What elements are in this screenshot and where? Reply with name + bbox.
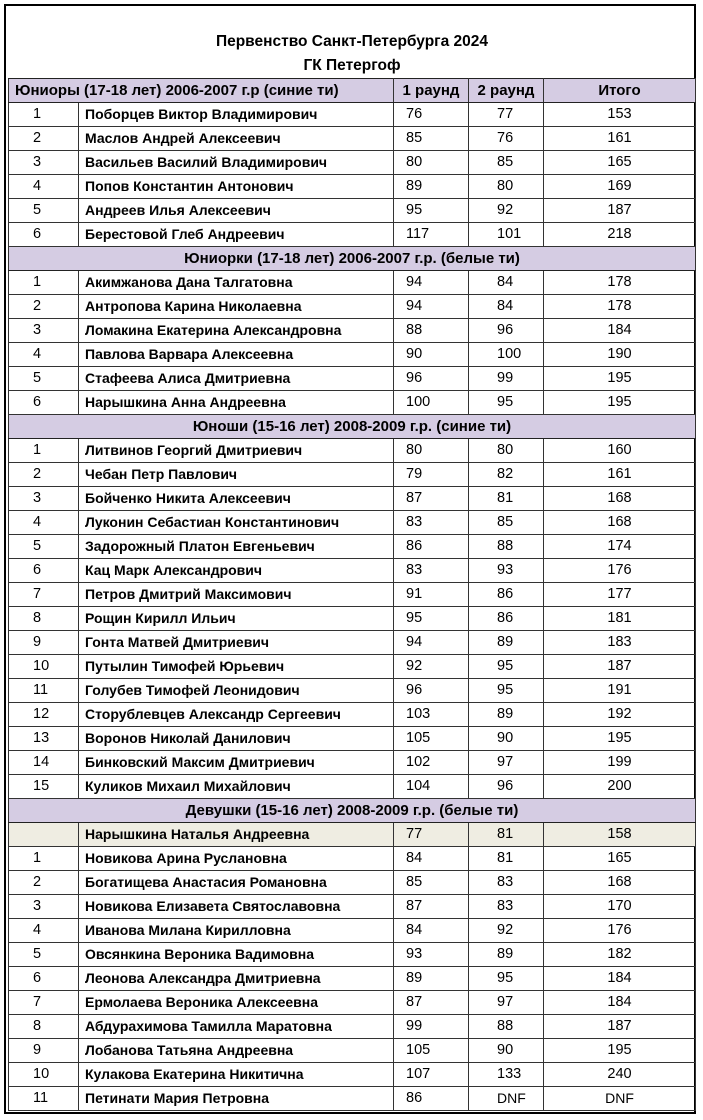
table-row xyxy=(9,750,696,774)
player-name: Новикова Елизавета Святославовна xyxy=(79,894,394,918)
round1-score: 94 xyxy=(394,270,469,294)
round1-score: 80 xyxy=(394,150,469,174)
total-score: 182 xyxy=(544,942,696,966)
player-name: Антропова Карина Николаевна xyxy=(79,294,394,318)
page-subtitle: ГК Петергоф xyxy=(303,56,401,74)
round2-score: 89 xyxy=(469,630,544,654)
table-row xyxy=(9,846,696,870)
round2-score: 100 xyxy=(469,342,544,366)
total-score: 158 xyxy=(544,822,696,846)
table-row xyxy=(9,1086,696,1110)
round2-score: 89 xyxy=(469,942,544,966)
place-cell: 5 xyxy=(9,198,79,222)
round1-score: 103 xyxy=(394,702,469,726)
total-score: 183 xyxy=(544,630,696,654)
table-row xyxy=(9,774,696,798)
player-name: Рощин Кирилл Ильич xyxy=(79,606,394,630)
player-name: Маслов Андрей Алексеевич xyxy=(79,126,394,150)
table-row xyxy=(9,558,696,582)
section-title: Юноши (15-16 лет) 2008-2009 г.р. (синие ти) xyxy=(9,414,696,438)
place-cell: 5 xyxy=(9,534,79,558)
player-name: Андреев Илья Алексеевич xyxy=(79,198,394,222)
total-score: 168 xyxy=(544,870,696,894)
player-name: Абдурахимова Тамилла Маратовна xyxy=(79,1014,394,1038)
round2-score: 96 xyxy=(469,774,544,798)
total-score: 195 xyxy=(544,366,696,390)
table-row xyxy=(9,102,696,126)
round2-score: 86 xyxy=(469,606,544,630)
round1-score: 88 xyxy=(394,318,469,342)
round2-score: 92 xyxy=(469,918,544,942)
place-cell: 13 xyxy=(9,726,79,750)
table-row xyxy=(9,486,696,510)
table-row xyxy=(9,270,696,294)
table-row xyxy=(9,678,696,702)
place-cell: 1 xyxy=(9,846,79,870)
total-score: 153 xyxy=(544,102,696,126)
round2-score: 82 xyxy=(469,462,544,486)
round1-score: 77 xyxy=(394,822,469,846)
total-score: 174 xyxy=(544,534,696,558)
table-row xyxy=(9,510,696,534)
round2-header: 2 раунд xyxy=(469,78,544,102)
round1-score: 92 xyxy=(394,654,469,678)
place-cell: 12 xyxy=(9,702,79,726)
player-name: Задорожный Платон Евгеньевич xyxy=(79,534,394,558)
table-row xyxy=(9,222,696,246)
round1-score: 89 xyxy=(394,966,469,990)
player-name: Голубев Тимофей Леонидович xyxy=(79,678,394,702)
round1-score: 102 xyxy=(394,750,469,774)
round2-score: 95 xyxy=(469,678,544,702)
total-score: 165 xyxy=(544,150,696,174)
round2-score: 84 xyxy=(469,270,544,294)
place-cell: 2 xyxy=(9,294,79,318)
player-name: Иванова Милана Кирилловна xyxy=(79,918,394,942)
table-row xyxy=(9,582,696,606)
player-name: Бинковский Максим Дмитриевич xyxy=(79,750,394,774)
total-score: 177 xyxy=(544,582,696,606)
round1-score: 104 xyxy=(394,774,469,798)
round1-score: 94 xyxy=(394,630,469,654)
results-sheet xyxy=(4,4,696,1114)
player-name: Нарышкина Наталья Андреевна xyxy=(79,822,394,846)
round1-score: 95 xyxy=(394,606,469,630)
round1-score: 83 xyxy=(394,510,469,534)
total-header: Итого xyxy=(544,78,696,102)
place-cell xyxy=(9,822,79,846)
round2-score: 81 xyxy=(469,822,544,846)
player-name: Гонта Матвей Дмитриевич xyxy=(79,630,394,654)
round1-score: 105 xyxy=(394,1038,469,1062)
player-name: Васильев Василий Владимирович xyxy=(79,150,394,174)
total-score: 190 xyxy=(544,342,696,366)
round1-score: 83 xyxy=(394,558,469,582)
player-name: Воронов Николай Данилович xyxy=(79,726,394,750)
section-header xyxy=(9,246,696,270)
table-row xyxy=(9,150,696,174)
place-cell: 7 xyxy=(9,582,79,606)
place-cell: 3 xyxy=(9,486,79,510)
player-name: Петров Дмитрий Максимович xyxy=(79,582,394,606)
total-score: 240 xyxy=(544,1062,696,1086)
round1-score: 117 xyxy=(394,222,469,246)
round2-score: 83 xyxy=(469,870,544,894)
round1-score: 84 xyxy=(394,846,469,870)
round1-score: 93 xyxy=(394,942,469,966)
round2-score: 133 xyxy=(469,1062,544,1086)
player-name: Сторублевцев Александр Сергеевич xyxy=(79,702,394,726)
player-name: Берестовой Глеб Андреевич xyxy=(79,222,394,246)
round2-score: 95 xyxy=(469,966,544,990)
place-cell: 4 xyxy=(9,174,79,198)
total-score: 176 xyxy=(544,558,696,582)
place-cell: 8 xyxy=(9,1014,79,1038)
player-name: Нарышкина Анна Андреевна xyxy=(79,390,394,414)
player-name: Кулакова Екатерина Никитична xyxy=(79,1062,394,1086)
place-cell: 4 xyxy=(9,918,79,942)
round1-score: 89 xyxy=(394,174,469,198)
player-name: Овсянкина Вероника Вадимовна xyxy=(79,942,394,966)
place-cell: 11 xyxy=(9,1086,79,1110)
place-cell: 8 xyxy=(9,606,79,630)
place-cell: 4 xyxy=(9,510,79,534)
round1-score: 99 xyxy=(394,1014,469,1038)
total-score: 169 xyxy=(544,174,696,198)
place-cell: 10 xyxy=(9,654,79,678)
place-cell: 3 xyxy=(9,150,79,174)
player-name: Петинати Мария Петровна xyxy=(79,1086,394,1110)
total-score: 187 xyxy=(544,654,696,678)
table-row xyxy=(9,918,696,942)
round2-score: 90 xyxy=(469,726,544,750)
table-row xyxy=(9,366,696,390)
round2-score: 97 xyxy=(469,750,544,774)
page-title: Первенство Санкт-Петербурга 2024 xyxy=(215,33,489,50)
round2-score: 86 xyxy=(469,582,544,606)
place-cell: 6 xyxy=(9,558,79,582)
table-row xyxy=(9,894,696,918)
total-score: 168 xyxy=(544,510,696,534)
round1-score: 107 xyxy=(394,1062,469,1086)
section-header xyxy=(9,798,696,822)
place-cell: 6 xyxy=(9,390,79,414)
round2-score: 93 xyxy=(469,558,544,582)
player-name: Ломакина Екатерина Александровна xyxy=(79,318,394,342)
round2-score: 83 xyxy=(469,894,544,918)
round1-score: 85 xyxy=(394,126,469,150)
table-row xyxy=(9,870,696,894)
round2-score: 77 xyxy=(469,102,544,126)
round2-score: 85 xyxy=(469,150,544,174)
total-score: 191 xyxy=(544,678,696,702)
player-name: Новикова Арина Руслановна xyxy=(79,846,394,870)
round2-score: 99 xyxy=(469,366,544,390)
round1-score: 96 xyxy=(394,366,469,390)
place-cell: 3 xyxy=(9,318,79,342)
place-cell: 6 xyxy=(9,222,79,246)
place-cell: 2 xyxy=(9,870,79,894)
place-cell: 9 xyxy=(9,630,79,654)
table-row xyxy=(9,174,696,198)
place-cell: 1 xyxy=(9,270,79,294)
round2-score: 95 xyxy=(469,654,544,678)
player-name: Чебан Петр Павлович xyxy=(79,462,394,486)
table-row xyxy=(9,606,696,630)
total-score: 170 xyxy=(544,894,696,918)
round2-score: 90 xyxy=(469,1038,544,1062)
player-name: Бойченко Никита Алексеевич xyxy=(79,486,394,510)
round2-score: 88 xyxy=(469,1014,544,1038)
player-name: Кац Марк Александрович xyxy=(79,558,394,582)
section-title: Юниорки (17-18 лет) 2006-2007 г.р. (белые ти) xyxy=(9,246,696,270)
total-score: 184 xyxy=(544,966,696,990)
table-row xyxy=(9,198,696,222)
table-row xyxy=(9,534,696,558)
player-name: Путылин Тимофей Юрьевич xyxy=(79,654,394,678)
total-score: 178 xyxy=(544,270,696,294)
total-score: 165 xyxy=(544,846,696,870)
round2-score: 85 xyxy=(469,510,544,534)
total-score: 187 xyxy=(544,1014,696,1038)
round1-score: 86 xyxy=(394,1086,469,1110)
round1-score: 100 xyxy=(394,390,469,414)
round1-score: 95 xyxy=(394,198,469,222)
place-cell: 5 xyxy=(9,942,79,966)
round1-score: 87 xyxy=(394,990,469,1014)
table-row xyxy=(9,438,696,462)
place-cell: 2 xyxy=(9,126,79,150)
table-row xyxy=(9,1014,696,1038)
player-name: Луконин Себастиан Константинович xyxy=(79,510,394,534)
table-row xyxy=(9,1038,696,1062)
player-name: Ермолаева Вероника Алексеевна xyxy=(79,990,394,1014)
table-row xyxy=(9,966,696,990)
player-name: Литвинов Георгий Дмитриевич xyxy=(79,438,394,462)
round2-score: 95 xyxy=(469,390,544,414)
player-name: Попов Константин Антонович xyxy=(79,174,394,198)
section-title: Юниоры (17-18 лет) 2006-2007 г.р (синие ти) xyxy=(9,78,394,102)
round1-header: 1 раунд xyxy=(394,78,469,102)
round2-score: 80 xyxy=(469,438,544,462)
round2-score: 76 xyxy=(469,126,544,150)
player-name: Стафеева Алиса Дмитриевна xyxy=(79,366,394,390)
place-cell: 10 xyxy=(9,1062,79,1086)
place-cell: 2 xyxy=(9,462,79,486)
total-score: 195 xyxy=(544,1038,696,1062)
results-table xyxy=(8,30,696,1111)
table-row xyxy=(9,318,696,342)
round2-score: 97 xyxy=(469,990,544,1014)
total-score: 160 xyxy=(544,438,696,462)
table-row xyxy=(9,630,696,654)
total-score: 195 xyxy=(544,390,696,414)
section-title: Девушки (15-16 лет) 2008-2009 г.р. (белые ти) xyxy=(9,798,696,822)
round2-score: DNF xyxy=(469,1086,544,1110)
round2-score: 89 xyxy=(469,702,544,726)
round1-score: 87 xyxy=(394,894,469,918)
total-score: 218 xyxy=(544,222,696,246)
total-score: 184 xyxy=(544,318,696,342)
table-row xyxy=(9,942,696,966)
round1-score: 84 xyxy=(394,918,469,942)
place-cell: 9 xyxy=(9,1038,79,1062)
round1-score: 76 xyxy=(394,102,469,126)
total-score: 161 xyxy=(544,462,696,486)
round1-score: 86 xyxy=(394,534,469,558)
total-score: 181 xyxy=(544,606,696,630)
total-score: 195 xyxy=(544,726,696,750)
place-cell: 11 xyxy=(9,678,79,702)
player-name: Акимжанова Дана Талгатовна xyxy=(79,270,394,294)
round1-score: 90 xyxy=(394,342,469,366)
table-row xyxy=(9,462,696,486)
table-row xyxy=(9,1062,696,1086)
place-cell: 6 xyxy=(9,966,79,990)
total-score: 192 xyxy=(544,702,696,726)
table-row xyxy=(9,654,696,678)
place-cell: 7 xyxy=(9,990,79,1014)
round1-score: 85 xyxy=(394,870,469,894)
table-row xyxy=(9,390,696,414)
place-cell: 3 xyxy=(9,894,79,918)
total-score: 199 xyxy=(544,750,696,774)
round2-score: 84 xyxy=(469,294,544,318)
round1-score: 80 xyxy=(394,438,469,462)
player-name: Леонова Александра Дмитриевна xyxy=(79,966,394,990)
table-row xyxy=(9,822,696,846)
player-name: Павлова Варвара Алексеевна xyxy=(79,342,394,366)
player-name: Куликов Михаил Михайлович xyxy=(79,774,394,798)
round2-score: 92 xyxy=(469,198,544,222)
total-score: DNF xyxy=(544,1086,696,1110)
round2-score: 96 xyxy=(469,318,544,342)
section-header xyxy=(9,78,696,102)
round2-score: 80 xyxy=(469,174,544,198)
player-name: Поборцев Виктор Владимирович xyxy=(79,102,394,126)
table-row xyxy=(9,702,696,726)
total-score: 168 xyxy=(544,486,696,510)
place-cell: 5 xyxy=(9,366,79,390)
place-cell: 1 xyxy=(9,438,79,462)
place-cell: 1 xyxy=(9,102,79,126)
total-score: 200 xyxy=(544,774,696,798)
round1-score: 105 xyxy=(394,726,469,750)
total-score: 187 xyxy=(544,198,696,222)
place-cell: 15 xyxy=(9,774,79,798)
table-row xyxy=(9,294,696,318)
round1-score: 94 xyxy=(394,294,469,318)
total-score: 161 xyxy=(544,126,696,150)
total-score: 184 xyxy=(544,990,696,1014)
total-score: 178 xyxy=(544,294,696,318)
round1-score: 79 xyxy=(394,462,469,486)
section-header xyxy=(9,414,696,438)
player-name: Богатищева Анастасия Романовна xyxy=(79,870,394,894)
round1-score: 91 xyxy=(394,582,469,606)
table-row xyxy=(9,990,696,1014)
round1-score: 96 xyxy=(394,678,469,702)
total-score: 176 xyxy=(544,918,696,942)
round2-score: 101 xyxy=(469,222,544,246)
round2-score: 88 xyxy=(469,534,544,558)
table-row xyxy=(9,726,696,750)
place-cell: 14 xyxy=(9,750,79,774)
round2-score: 81 xyxy=(469,846,544,870)
table-row xyxy=(9,342,696,366)
place-cell: 4 xyxy=(9,342,79,366)
player-name: Лобанова Татьяна Андреевна xyxy=(79,1038,394,1062)
table-row xyxy=(9,126,696,150)
round2-score: 81 xyxy=(469,486,544,510)
round1-score: 87 xyxy=(394,486,469,510)
